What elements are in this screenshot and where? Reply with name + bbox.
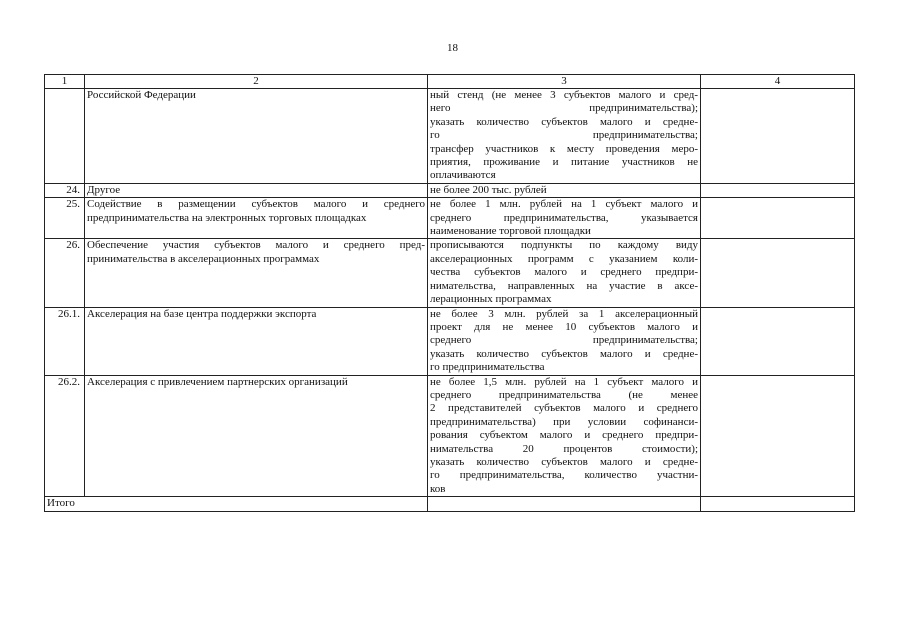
row-description-cell [428, 307, 701, 375]
row-description-cell [428, 198, 701, 239]
total-row [45, 497, 855, 511]
table-row [45, 198, 855, 239]
text-line: оплачиваются [430, 169, 496, 182]
row-name-cell [85, 89, 428, 184]
row-col4-cell [701, 239, 855, 307]
row-number-cell: 26. [45, 239, 85, 307]
text-line: указать количество субъектов малого и средне- [430, 347, 698, 360]
table-row [45, 89, 855, 184]
text-line: Российской Федерации [87, 89, 196, 101]
text-line: нимательства 20 процентов стоимости); [430, 442, 698, 455]
text-line: него предпринимательства); [430, 102, 698, 115]
text-line: нимательства, направленных на участие в аксе- [430, 279, 698, 292]
row-name-cell [85, 307, 428, 375]
text-line: лерационных программах [430, 293, 552, 306]
text-line: Содействие в размещении субъектов малого и среднего [87, 198, 425, 211]
text-line: наименование торговой площадки [430, 225, 591, 238]
row-description-cell [428, 375, 701, 497]
text-line: среднего предпринимательства; [430, 334, 698, 347]
row-description-cell [428, 89, 701, 184]
row-name-cell [85, 239, 428, 307]
table-row [45, 375, 855, 497]
text-line: Другое [87, 183, 121, 196]
row-number-cell: 24. [45, 183, 85, 197]
text-line: Акселерация с привлечением партнерских организаций [87, 375, 348, 388]
text-line: ков [430, 482, 446, 495]
table-row [45, 239, 855, 307]
row-name-cell [85, 198, 428, 239]
header-cell: 2 [85, 75, 428, 89]
text-line: акселерационных программ с указанием коли- [430, 252, 698, 265]
text-line: го предпринимательства; [430, 129, 698, 142]
text-line: ный стенд (не менее 3 субъектов малого и сред- [430, 89, 698, 101]
text-line: указать количество субъектов малого и средне- [430, 455, 698, 468]
text-line: проект для не менее 10 субъектов малого и [430, 320, 698, 333]
text-line: предпринимательства на электронных торговых площадках [87, 211, 367, 224]
text-line: чества субъектов малого и среднего предпри- [430, 266, 698, 279]
text-line: не более 3 млн. рублей за 1 акселерационный [430, 307, 698, 320]
row-col4-cell [701, 375, 855, 497]
text-line: предпринимательства) при условии софинанси- [430, 415, 698, 428]
text-line: Обеспечение участия субъектов малого и среднего пред- [87, 239, 425, 252]
row-number-cell: 26.1. [45, 307, 85, 375]
text-line: не более 1,5 млн. рублей на 1 субъект малого и [430, 375, 698, 388]
header-cell: 4 [701, 75, 855, 89]
header-cell: 1 [45, 75, 85, 89]
total-col3-cell [428, 497, 701, 511]
text-line: прописываются подпункты по каждому виду [430, 239, 698, 252]
text-line: среднего предпринимательства, указывается [430, 211, 698, 224]
row-col4-cell [701, 89, 855, 184]
row-col4-cell [701, 307, 855, 375]
text-line: принимательства в акселерационных программах [87, 252, 320, 265]
row-number-cell: 26.2. [45, 375, 85, 497]
row-number-cell [45, 89, 85, 184]
total-col4-cell [701, 497, 855, 511]
page-number: 18 [447, 42, 458, 54]
row-number-cell: 25. [45, 198, 85, 239]
row-name-cell [85, 375, 428, 497]
text-line: не более 200 тыс. рублей [430, 183, 547, 196]
row-description-cell [428, 239, 701, 307]
text-line: го предпринимательства, количество участни- [430, 469, 698, 482]
text-line: рования субъектом малого и среднего предпри- [430, 429, 698, 442]
header-cell: 3 [428, 75, 701, 89]
text-line: Акселерация на базе центра поддержки экспорта [87, 307, 317, 320]
text-line: указать количество субъектов малого и средне- [430, 115, 698, 128]
text-line: приятия, проживание и питание участников не [430, 156, 698, 169]
text-line: 2 представителей субъектов малого и среднего [430, 402, 698, 415]
table-header-row [45, 75, 855, 89]
total-label-cell: Итого [45, 497, 428, 511]
text-line: не более 1 млн. рублей на 1 субъект малого и [430, 198, 698, 211]
text-line: го предпринимательства [430, 361, 545, 374]
table-row [45, 307, 855, 375]
table-row [45, 183, 855, 197]
row-col4-cell [701, 198, 855, 239]
row-col4-cell [701, 183, 855, 197]
text-line: среднего предпринимательства (не менее [430, 388, 698, 401]
text-line: трансфер участников к месту проведения меро- [430, 142, 698, 155]
row-description-cell [428, 183, 701, 197]
document-table [44, 74, 855, 512]
row-name-cell [85, 183, 428, 197]
